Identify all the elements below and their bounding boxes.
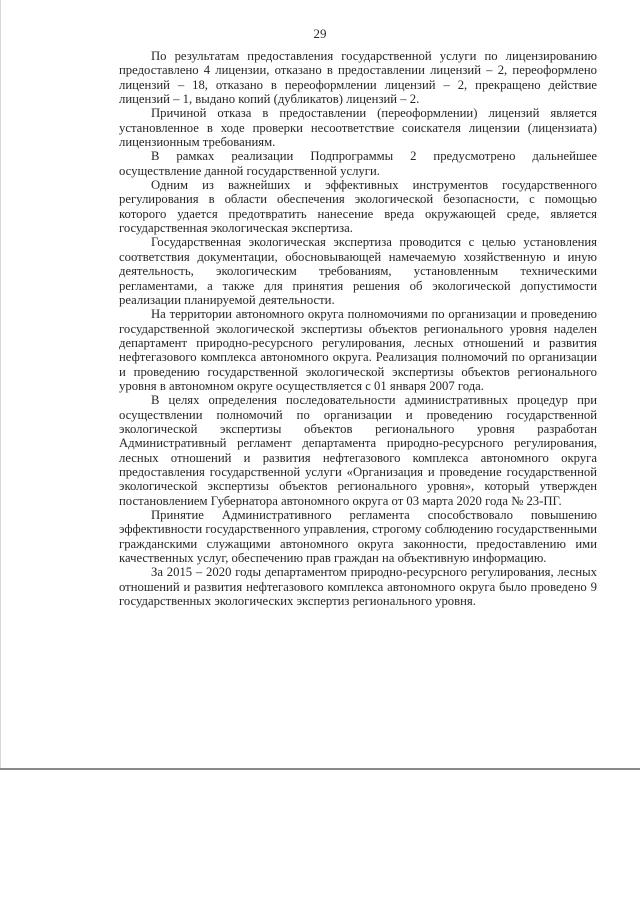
blank-area [0, 770, 640, 905]
paragraph-expertise-count: За 2015 – 2020 годы департаментом природно-ресурсного регулирования, лесных отношений и развития нефтегазового комплекса автономного округа было проведено 9 государственных экологических экспертиз регионального уровня. [119, 565, 597, 609]
scan-edge [0, 0, 1, 768]
paragraph-eco-expertise-purpose: Государственная экологическая экспертиза проводится с целью установления соответствия документации, обосновывающей намечаемую хозяйственную и иную деятельность, экологическим требованиям, установленным техническими регламентами, а также для принятия решения об экологической допустимости реализации планируемой деятельности. [119, 235, 597, 307]
paragraph-authority: На территории автономного округа полномочиями по организации и проведению государственной экологической экспертизы объектов регионального уровня наделен департамент природно-ресурсного регулирования, лесных отношений и развития нефтегазового комплекса автономного округа. Реализация полномочий по организации и проведению государственной экологической экспертизы объектов регионального уровня в автономном округе осуществляется с 01 января 2007 года. [119, 307, 597, 393]
paragraph-refusal-reason: Причиной отказа в предоставлении (переоформлении) лицензий является установленное в ходе проверки несоответствие соискателя лицензии (лицензиата) лицензионным требованиям. [119, 106, 597, 150]
paragraph-licensing-results: По результатам предоставления государственной услуги по лицензированию предоставлено 4 лицензии, отказано в предоставлении лицензий – 2, переоформлено лицензий – 18, отказано в переоформлении лицензий – 2, прекращено действие лицензий – 1, выдано копий (дубликатов) лицензий – 2. [119, 49, 597, 107]
paragraph-eco-expertise-intro: Одним из важнейших и эффективных инструментов государственного регулирования в области обеспечения экологической безопасности, с помощью которого удается предотвратить нанесение вреда окружающей среде, является государственная экологическая экспертиза. [119, 178, 597, 236]
paragraph-regulation-effect: Принятие Административного регламента способствовало повышению эффективности государственного управления, строгому соблюдению государственными гражданскими служащими автономного округа законности, предоставлению ими качественных услуг, обеспечению прав граждан на объективную информацию. [119, 508, 597, 566]
paragraph-regulation: В целях определения последовательности административных процедур при осуществлении полномочий по организации и проведению государственной экологической экспертизы объектов регионального уровня разработан Административный регламент департамента природно-ресурсного регулирования, лесных отношений и развития нефтегазового комплекса автономного округа предоставления государственной услуги «Организация и проведение государственной экологической экспертизы объектов регионального уровня», который утвержден постановлением Губернатора автономного округа от 03 марта 2020 года № 23-ПГ. [119, 393, 597, 508]
page-number: 29 [313, 26, 327, 41]
document-body [119, 49, 597, 608]
paragraph-subprogram: В рамках реализации Подпрограммы 2 предусмотрено дальнейшее осуществление данной государственной услуги. [119, 149, 597, 178]
